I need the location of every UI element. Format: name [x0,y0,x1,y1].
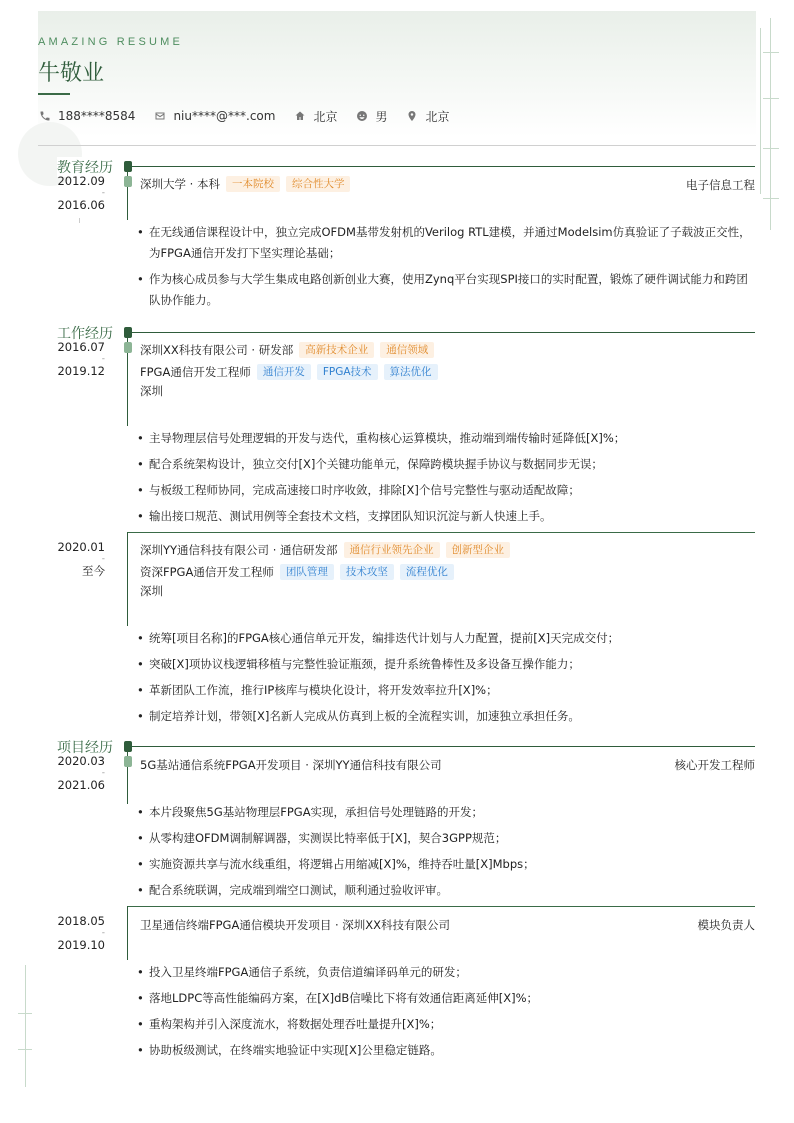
date-start: 2018.05 [57,914,105,928]
section-divider [128,746,755,747]
list-item: • 重构架构并引入深度流水，将数据处理吞吐量提升[X]%； [137,1014,757,1035]
home-icon [293,109,307,123]
date-separator: - [101,188,105,198]
entry-node [124,176,132,187]
hometown: 北京 [313,109,338,124]
tag-badge: 流程优化 [400,564,454,580]
contact-email [153,109,275,123]
date-start: 2016.07 [57,340,105,354]
work-date [38,340,105,378]
work-role-row [140,364,438,380]
work-date [38,540,105,578]
contact-phone [38,109,135,123]
list-item: • 配合系统联调，完成端到端空口测试，顺利通过验收评审。 [137,880,757,901]
phone-icon [38,109,52,123]
date-end: 2019.12 [57,364,105,378]
work-bullets [137,428,757,532]
timeline-line [127,532,128,626]
work-city: 深圳 [140,584,163,598]
list-item: • 本片段聚焦5G基站物理层FPGA实现，承担信号处理链路的开发； [137,802,757,823]
tag-badge: 创新型企业 [446,542,511,558]
entry-divider [127,906,755,907]
section-node [124,741,132,752]
date-start: 2012.09 [57,174,105,188]
date-separator: - [101,768,105,778]
list-item: • 从零构建OFDM调制解调器，实测误比特率低于[X]，契合3GPP规范； [137,828,757,849]
entry-divider [127,532,755,533]
education-school-row [140,176,350,192]
tag-badge: 算法优化 [384,364,438,380]
school-name: 深圳大学 · 本科 [140,177,220,191]
resume-tagline: AMAZING RESUME [38,36,184,48]
candidate-name: 牛敬业 [38,61,105,86]
decorative-line [763,98,779,99]
list-item: • 在无线通信课程设计中，独立完成OFDM基带发射机的Verilog RTL建模，并通过Modelsim仿真验证了子载波正交性，为FPGA通信开发打下坚实理论基础； [137,222,757,264]
date-start: 2020.03 [57,754,105,768]
contact-home [293,108,337,125]
decorative-line [18,1049,32,1050]
tag-badge: 通信行业领先企业 [344,542,440,558]
list-item: • 落地LDPC等高性能编码方案，在[X]dB信噪比下将有效通信距离延伸[X]%； [137,988,757,1009]
section-title-projects: 项目经历 [57,737,115,757]
list-item: • 输出接口规范、测试用例等全套技术文档，支撑团队知识沉淀与新人快速上手。 [137,506,757,527]
project-date [38,754,105,792]
timeline-line [127,906,128,960]
tag-badge: 综合性大学 [286,176,351,192]
decorative-line [763,52,779,53]
header-divider [38,145,756,146]
company-name: 深圳XX科技有限公司 · 研发部 [140,343,294,357]
section-title-education: 教育经历 [57,157,115,177]
date-separator: - [101,554,105,564]
section-title-work: 工作经历 [57,323,115,343]
date-end: 至今 [82,564,105,578]
job-title: 资深FPGA通信开发工程师 [140,565,274,579]
list-item: • 与板级工程师协同，完成高速接口时序收敛，排除[X]个信号完整性与驱动适配故障； [137,480,757,501]
decorative-line [25,965,26,1087]
list-item: • 配合系统架构设计，独立交付[X]个关键功能单元，保障跨模块握手协议与数据同步无误； [137,454,757,475]
date-separator: - [101,928,105,938]
list-item: • 革新团队工作流，推行IP核库与模块化设计，将开发效率拉升[X]%； [137,680,757,701]
tag-badge: 通信领域 [380,342,434,358]
section-node [124,161,132,172]
project-bullets [137,802,757,906]
list-item: • 突破[X]项协议栈逻辑移植与完整性验证瓶颈，提升系统鲁棒性及多设备互操作能力； [137,654,757,675]
list-item: • 投入卫星终端FPGA通信子系统，负责信道编译码单元的研发； [137,962,757,983]
name-underline [38,93,70,95]
work-city: 深圳 [140,384,163,398]
list-item: • 制定培养计划，带领[X]名新人完成从仿真到上板的全流程实训，加速独立承担任务。 [137,706,757,727]
project-role: 模块负责人 [697,918,755,932]
entry-node [124,342,132,353]
tag-badge: 通信开发 [257,364,311,380]
decorative-line [763,148,779,149]
company-name: 深圳YY通信科技有限公司 · 通信研发部 [140,543,338,557]
project-name: 5G基站通信系统FPGA开发项目 · 深圳YY通信科技有限公司 [140,758,442,772]
contact-bar [38,107,468,125]
contact-location [405,108,449,125]
tag-badge: 高新技术企业 [299,342,374,358]
phone-number: 188****8584 [58,109,136,123]
job-title: FPGA通信开发工程师 [140,365,251,379]
list-item: • 统筹[项目名称]的FPGA核心通信单元开发，编排迭代计划与人力配置，提前[X]天完成交付； [137,628,757,649]
decorative-line [760,28,761,194]
section-divider [128,332,755,333]
date-end: 2019.10 [57,938,105,952]
list-item: • 协助板级测试，在终端实地验证中实现[X]公里稳定链路。 [137,1040,757,1061]
decorative-line [18,1013,32,1014]
work-company-row [140,542,510,558]
contact-gender [355,108,387,125]
entry-node [124,756,132,767]
gender-icon [355,109,369,123]
work-bullets [137,628,757,732]
gender: 男 [375,109,388,124]
project-role: 核心开发工程师 [674,758,755,772]
work-company-row [140,342,434,358]
list-item: • 实施资源共享与流水线重组，将逻辑占用缩减[X]%，维持吞吐量[X]Mbps； [137,854,757,875]
tag-badge: 技术攻坚 [340,564,394,580]
project-date [38,914,105,952]
project-name: 卫星通信终端FPGA通信模块开发项目 · 深圳XX科技有限公司 [140,918,451,932]
project-bullets [137,962,757,1066]
work-role-row [140,564,454,580]
decorative-line [763,198,779,199]
email-address: niu****@***.com [173,109,276,123]
decorative-tick [79,218,80,223]
education-date [38,174,105,212]
section-node [124,327,132,338]
date-start: 2020.01 [57,540,105,554]
tag-badge: FPGA技术 [317,364,378,380]
location-pin-icon [405,109,419,123]
tag-badge: 一本院校 [226,176,280,192]
section-divider [128,166,755,167]
list-item: • 主导物理层信号处理逻辑的开发与迭代，重构核心运算模块，推动端到端传输时延降低[X]%； [137,428,757,449]
education-major: 电子信息工程 [686,178,755,192]
tag-badge: 团队管理 [280,564,334,580]
date-separator: - [101,354,105,364]
location: 北京 [425,109,450,124]
date-end: 2016.06 [57,198,105,212]
education-bullets [137,222,757,316]
date-end: 2021.06 [57,778,105,792]
list-item: • 作为核心成员参与大学生集成电路创新创业大赛，使用Zynq平台实现SPI接口的实时配置，锻炼了硬件调试能力和跨团队协作能力。 [137,269,757,311]
mail-icon [153,109,167,123]
